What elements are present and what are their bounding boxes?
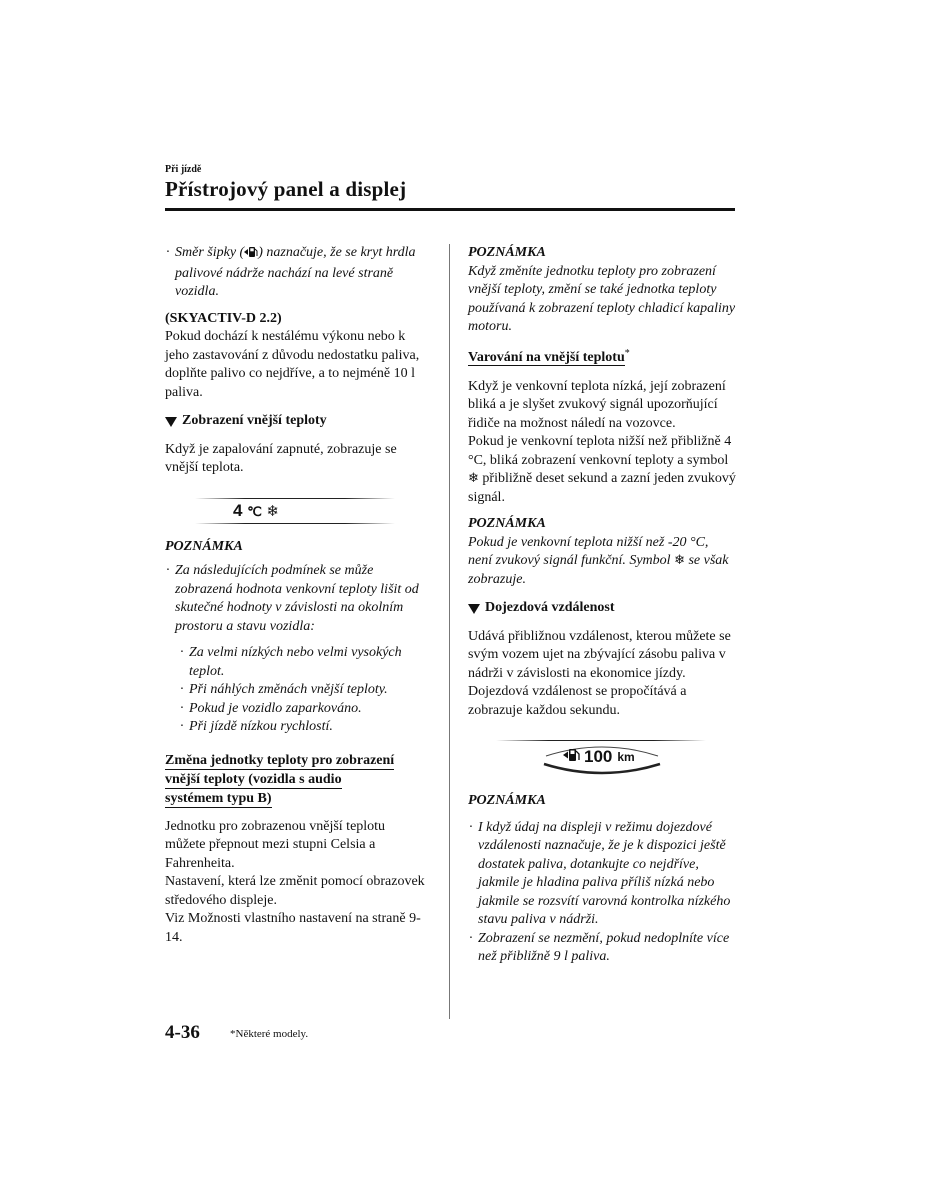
temp-unit: ℃ bbox=[247, 503, 262, 519]
skyactiv-text: Pokud dochází k nestálému výkonu nebo k jeho zastavování z důvodu nedostatku paliva, doplňte palivo co nejdříve, a to nejméně 10 l paliva. bbox=[165, 329, 420, 400]
outside-temp-text: Když je zapalování zapnuté, zobrazuje se vnější teplota. bbox=[165, 441, 397, 475]
note-item: · I když údaj na displeji v režimu dojezdové vzdálenosti naznačuje, že je k dispozici ještě dostatek paliva, dotankujte co nejdříve, jakmile je hladina paliva příliš nízká nebo jakmile se rozsvítí varovná kontrolka nízkého stavu paliva v nádrži. bbox=[468, 819, 736, 930]
snowflake-icon: ❄ bbox=[468, 471, 479, 487]
unit-change-text-3: Viz Možnosti vlastního nastavení na straně 9-14. bbox=[165, 911, 421, 945]
temp-display-illustration bbox=[165, 492, 427, 530]
unit-change-text-1: Jednotku pro zobrazenou vnější teplotu můžete přepnout mezi stupni Celsia a Fahrenheita. bbox=[165, 818, 386, 871]
range-text-1: Udává přibližnou vzdálenost, kterou můžete se svým vozem ujet na zbývající zásobu paliva v nádrži v závislosti na ekonomice jízdy. bbox=[468, 628, 731, 681]
note-item: · Při náhlých změnách vnější teploty. bbox=[179, 681, 427, 700]
left-column bbox=[165, 244, 427, 947]
range-text-2: Dojezdová vzdálenost se propočítává a zobrazuje každou sekundu. bbox=[468, 684, 687, 718]
chapter-title: Přístrojový panel a displej bbox=[165, 177, 407, 201]
note-label: POZNÁMKA bbox=[468, 793, 546, 809]
right-column bbox=[468, 244, 736, 967]
fuel-arrow-icon bbox=[244, 246, 258, 265]
fuel-arrow-bullet: · Směr šipky ( ) naznačuje, že se kryt hrdla palivové nádrže nachází na levé straně vozidla. bbox=[165, 244, 427, 302]
temp-value: 4 bbox=[233, 500, 243, 520]
note-item: · Pokud je vozidlo zaparkováno. bbox=[179, 700, 427, 719]
range-value: 100 bbox=[584, 747, 613, 767]
range-display-illustration bbox=[468, 734, 736, 782]
outside-temp-heading: Zobrazení vnější teploty bbox=[165, 412, 427, 431]
unit-change-heading: Změna jednotky teploty pro zobrazení vnější teploty (vozidla s audio systémem typu B) bbox=[165, 752, 395, 806]
note-label: POZNÁMKA bbox=[468, 245, 546, 260]
section-label: Při jízdě bbox=[165, 164, 202, 175]
note-text: Pokud je venkovní teplota nižší než -20 °C, není zvukový signál funkční. Symbol ❄ se však zobrazuje. bbox=[468, 534, 729, 587]
unit-change-text-2: Nastavení, která lze změnit pomocí obrazovek středového displeje. bbox=[165, 874, 425, 908]
note-label: POZNÁMKA bbox=[468, 516, 546, 532]
range-unit: km bbox=[617, 750, 635, 765]
range-heading: Dojezdová vzdálenost bbox=[468, 599, 736, 618]
warning-heading: Varování na vnější teplotu* bbox=[468, 347, 630, 366]
note-item: · Zobrazení se nezmění, pokud nedoplníte více než přibližně 9 l paliva. bbox=[468, 930, 736, 967]
title-rule bbox=[165, 208, 735, 211]
footnote: *Některé modely. bbox=[230, 1028, 309, 1040]
fuel-arrow-icon bbox=[563, 748, 581, 767]
warning-text-1: Když je venkovní teplota nízká, její zobrazení bliká a je slyšet zvukový signál upozorňující řidiče na možnost náledí na vozovce. bbox=[468, 378, 726, 431]
note-item: · Za velmi nízkých nebo velmi vysokých teplot. bbox=[179, 644, 427, 681]
note-item: · Při jízdě nízkou rychlostí. bbox=[179, 718, 427, 737]
snowflake-icon: ❄ bbox=[674, 553, 685, 569]
triangle-icon bbox=[165, 417, 177, 427]
note-label: POZNÁMKA bbox=[165, 538, 243, 554]
page-number: 4-36 bbox=[165, 1022, 200, 1043]
column-divider bbox=[449, 244, 450, 1019]
warning-text-2: Pokud je venkovní teplota nižší než přibližně 4 °C, bliká zobrazení venkovní teploty a symbol ❄ přibližně deset sekund a zazní jeden zvukový signál. bbox=[468, 434, 736, 505]
note-text: Když změníte jednotku teploty pro zobrazení vnější teploty, změní se také jednotka teploty používaná k zobrazení teploty chladicí kapaliny motoru. bbox=[468, 263, 736, 334]
skyactiv-heading: (SKYACTIV-D 2.2) bbox=[165, 310, 282, 326]
triangle-icon bbox=[468, 604, 480, 614]
note-intro: · Za následujících podmínek se může zobrazená hodnota venkovní teploty lišit od skutečné hodnoty v závislosti na okolním prostoru a stavu vozidla: bbox=[165, 562, 427, 636]
snowflake-icon: ❄ bbox=[266, 501, 280, 520]
